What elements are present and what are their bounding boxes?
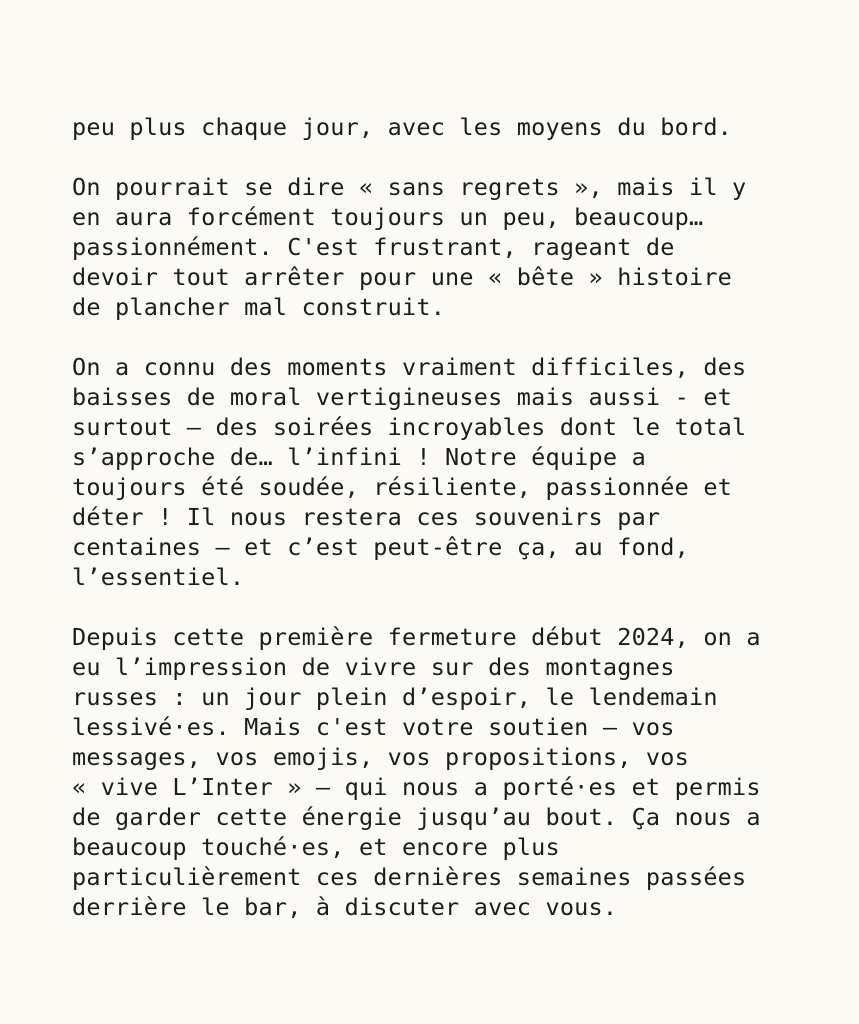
text-line: derrière le bar, à discuter avec vous. xyxy=(72,893,618,921)
text-line: en aura forcément toujours un peu, beaucoup… xyxy=(72,203,704,231)
paragraph-spacer xyxy=(72,142,832,172)
text-line: l’essentiel. xyxy=(72,563,245,591)
text-line: passionnément. C'est frustrant, rageant de xyxy=(72,233,675,261)
text-line: particulièrement ces dernières semaines passées xyxy=(72,863,747,891)
text-line: beaucoup touché·es, et encore plus xyxy=(72,833,560,861)
text-line: messages, vos emojis, vos propositions, vos xyxy=(72,743,689,771)
text-line: « vive L’Inter » — qui nous a porté·es et permis xyxy=(72,773,761,801)
paragraph-1 xyxy=(72,112,832,142)
text-line: On a connu des moments vraiment difficiles, des xyxy=(72,353,747,381)
document-body xyxy=(72,112,832,922)
text-line: s’approche de… l’infini ! Notre équipe a xyxy=(72,443,646,471)
text-line: eu l’impression de vivre sur des montagnes xyxy=(72,653,675,681)
text-line: peu plus chaque jour, avec les moyens du bord. xyxy=(72,113,733,141)
paragraph-3 xyxy=(72,352,832,592)
text-line: russes : un jour plein d’espoir, le lendemain xyxy=(72,683,718,711)
paragraph-2 xyxy=(72,172,832,322)
paragraph-4 xyxy=(72,622,832,922)
text-line: centaines — et c’est peut-être ça, au fond, xyxy=(72,533,689,561)
text-line: devoir tout arrêter pour une « bête » histoire xyxy=(72,263,733,291)
text-line: On pourrait se dire « sans regrets », mais il y xyxy=(72,173,747,201)
text-line: de plancher mal construit. xyxy=(72,293,446,321)
text-line: baisses de moral vertigineuses mais aussi - et xyxy=(72,383,733,411)
text-line: lessivé·es. Mais c'est votre soutien — vos xyxy=(72,713,675,741)
paragraph-spacer xyxy=(72,592,832,622)
text-line: de garder cette énergie jusqu’au bout. Ça nous a xyxy=(72,803,761,831)
text-line: toujours été soudée, résiliente, passionnée et xyxy=(72,473,733,501)
text-line: surtout — des soirées incroyables dont le total xyxy=(72,413,747,441)
text-line: déter ! Il nous restera ces souvenirs par xyxy=(72,503,661,531)
text-line: Depuis cette première fermeture début 2024, on a xyxy=(72,623,761,651)
paragraph-spacer xyxy=(72,322,832,352)
